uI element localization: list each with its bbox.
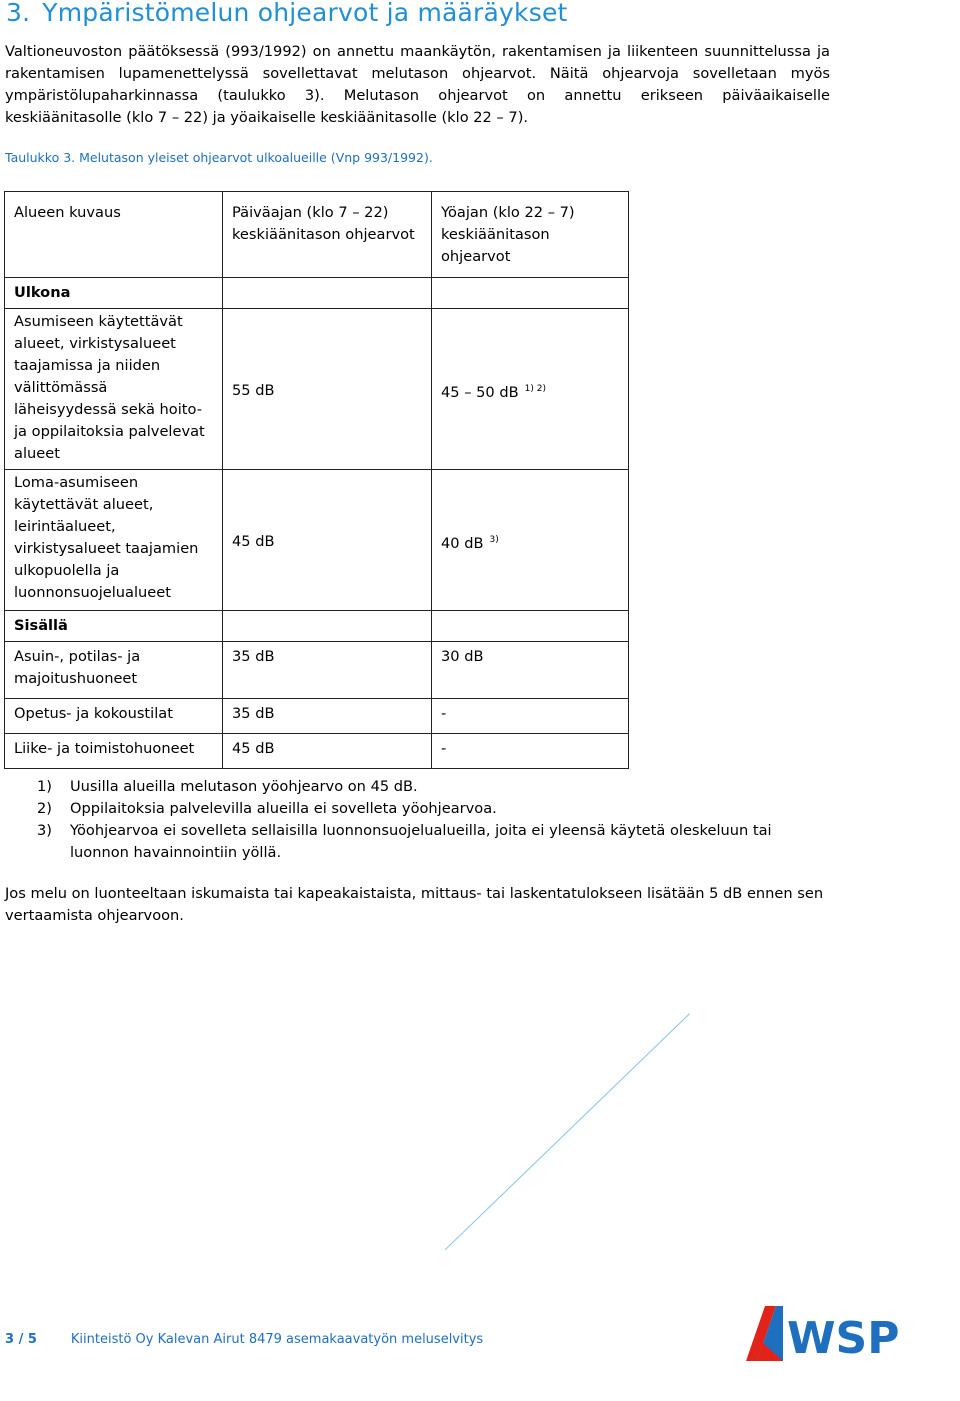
section-label-outdoor: Ulkona — [5, 278, 223, 309]
intro-paragraph: Valtioneuvoston päätöksessä (993/1992) on annettu maankäytön, rakentamisen ja liikenteen suunnittelussa ja rakentamisen lupamenettelyssä sovellettavat melutason ohjearvot. Näitä ohjearvoja sovelletaan myös ympäristölupaharkinnassa (taulukko 3). Melutason ohjearvot on annettu erikseen päiväaikaiselle keskiäänitasolle (klo 7 – 22) ja yöaikaiselle keskiäänitasolle (klo 22 – 7). — [5, 43, 830, 126]
page-number: 3 / 5 — [5, 1332, 37, 1347]
row-day-value: 35 dB — [223, 642, 432, 699]
footnote-ref: 3) — [489, 535, 499, 545]
row-area: Asuin-, potilas- ja majoitushuoneet — [5, 642, 223, 699]
row-night-cell — [432, 309, 629, 470]
section-heading — [6, 0, 568, 27]
row-day-value: 55 dB — [223, 309, 432, 470]
wsp-logo-graphic — [743, 1303, 913, 1363]
row-night-value: - — [432, 734, 629, 769]
section-row-outdoor — [5, 278, 629, 309]
row-day-value: 45 dB — [223, 734, 432, 769]
table-header-row — [5, 192, 629, 278]
table-caption: Taulukko 3. Melutason yleiset ohjearvot ulkoalueille (Vnp 993/1992). — [5, 150, 433, 165]
footnote-item — [37, 776, 827, 798]
table-row — [5, 470, 629, 611]
row-day-value: 35 dB — [223, 699, 432, 734]
footnote-ref: 1) 2) — [524, 384, 546, 394]
header-night: Yöajan (klo 22 – 7) keskiäänitason ohjearvot — [432, 192, 629, 278]
decorative-diagonal-line — [445, 1013, 690, 1250]
table-row — [5, 642, 629, 699]
table-row — [5, 699, 629, 734]
footnote-item — [37, 820, 827, 864]
footnote-item — [37, 798, 827, 820]
wsp-logo-text: WSP — [787, 1313, 900, 1363]
section-title: Ympäristömelun ohjearvot ja määräykset — [42, 0, 568, 27]
footnote-marker: 2) — [37, 800, 52, 817]
header-day: Päiväajan (klo 7 – 22) keskiäänitason ohjearvot — [223, 192, 432, 278]
footnotes-list — [37, 776, 827, 864]
row-area: Asumiseen käytettävät alueet, virkistysalueet taajamissa ja niiden välittömässä läheisyydessä sekä hoito- ja oppilaitoksia palvelevat alueet — [5, 309, 223, 470]
table-row — [5, 309, 629, 470]
table-row — [5, 734, 629, 769]
wsp-logo — [743, 1303, 913, 1367]
section-row-indoor — [5, 611, 629, 642]
header-area: Alueen kuvaus — [5, 192, 223, 278]
section-label-indoor: Sisällä — [5, 611, 223, 642]
footnote-text: Uusilla alueilla melutason yöohjearvo on 45 dB. — [70, 778, 418, 795]
row-day-value: 45 dB — [223, 470, 432, 611]
page-footer — [5, 1332, 483, 1347]
footer-doc-title: Kiinteistö Oy Kalevan Airut 8479 asemakaavatyön meluselvitys — [70, 1332, 484, 1347]
noise-guideline-table — [4, 191, 629, 769]
row-night-value: 40 dB — [441, 535, 484, 552]
closing-paragraph: Jos melu on luonteeltaan iskumaista tai kapeakaistaista, mittaus- tai laskentatulokseen lisätään 5 dB ennen sen vertaamista ohjearvoon. — [5, 885, 824, 924]
footnote-text: Oppilaitoksia palvelevilla alueilla ei sovelleta yöohjearvoa. — [70, 800, 497, 817]
row-night-value: 30 dB — [432, 642, 629, 699]
row-night-value: 45 – 50 dB — [441, 384, 519, 401]
footnote-text: Yöohjearvoa ei sovelleta sellaisilla luonnonsuojelualueilla, joita ei yleensä käytetä oleskeluun tai luonnon havainnointiin yöllä. — [70, 822, 772, 861]
row-night-cell — [432, 470, 629, 611]
row-area: Loma-asumiseen käytettävät alueet, leirintäalueet, virkistysalueet taajamien ulkopuolella ja luonnonsuojelualueet — [5, 470, 223, 611]
section-number: 3. — [6, 0, 31, 27]
footnote-marker: 1) — [37, 778, 52, 795]
footnote-marker: 3) — [37, 822, 52, 839]
row-area: Liike- ja toimistohuoneet — [5, 734, 223, 769]
row-area: Opetus- ja kokoustilat — [5, 699, 223, 734]
row-night-value: - — [432, 699, 629, 734]
